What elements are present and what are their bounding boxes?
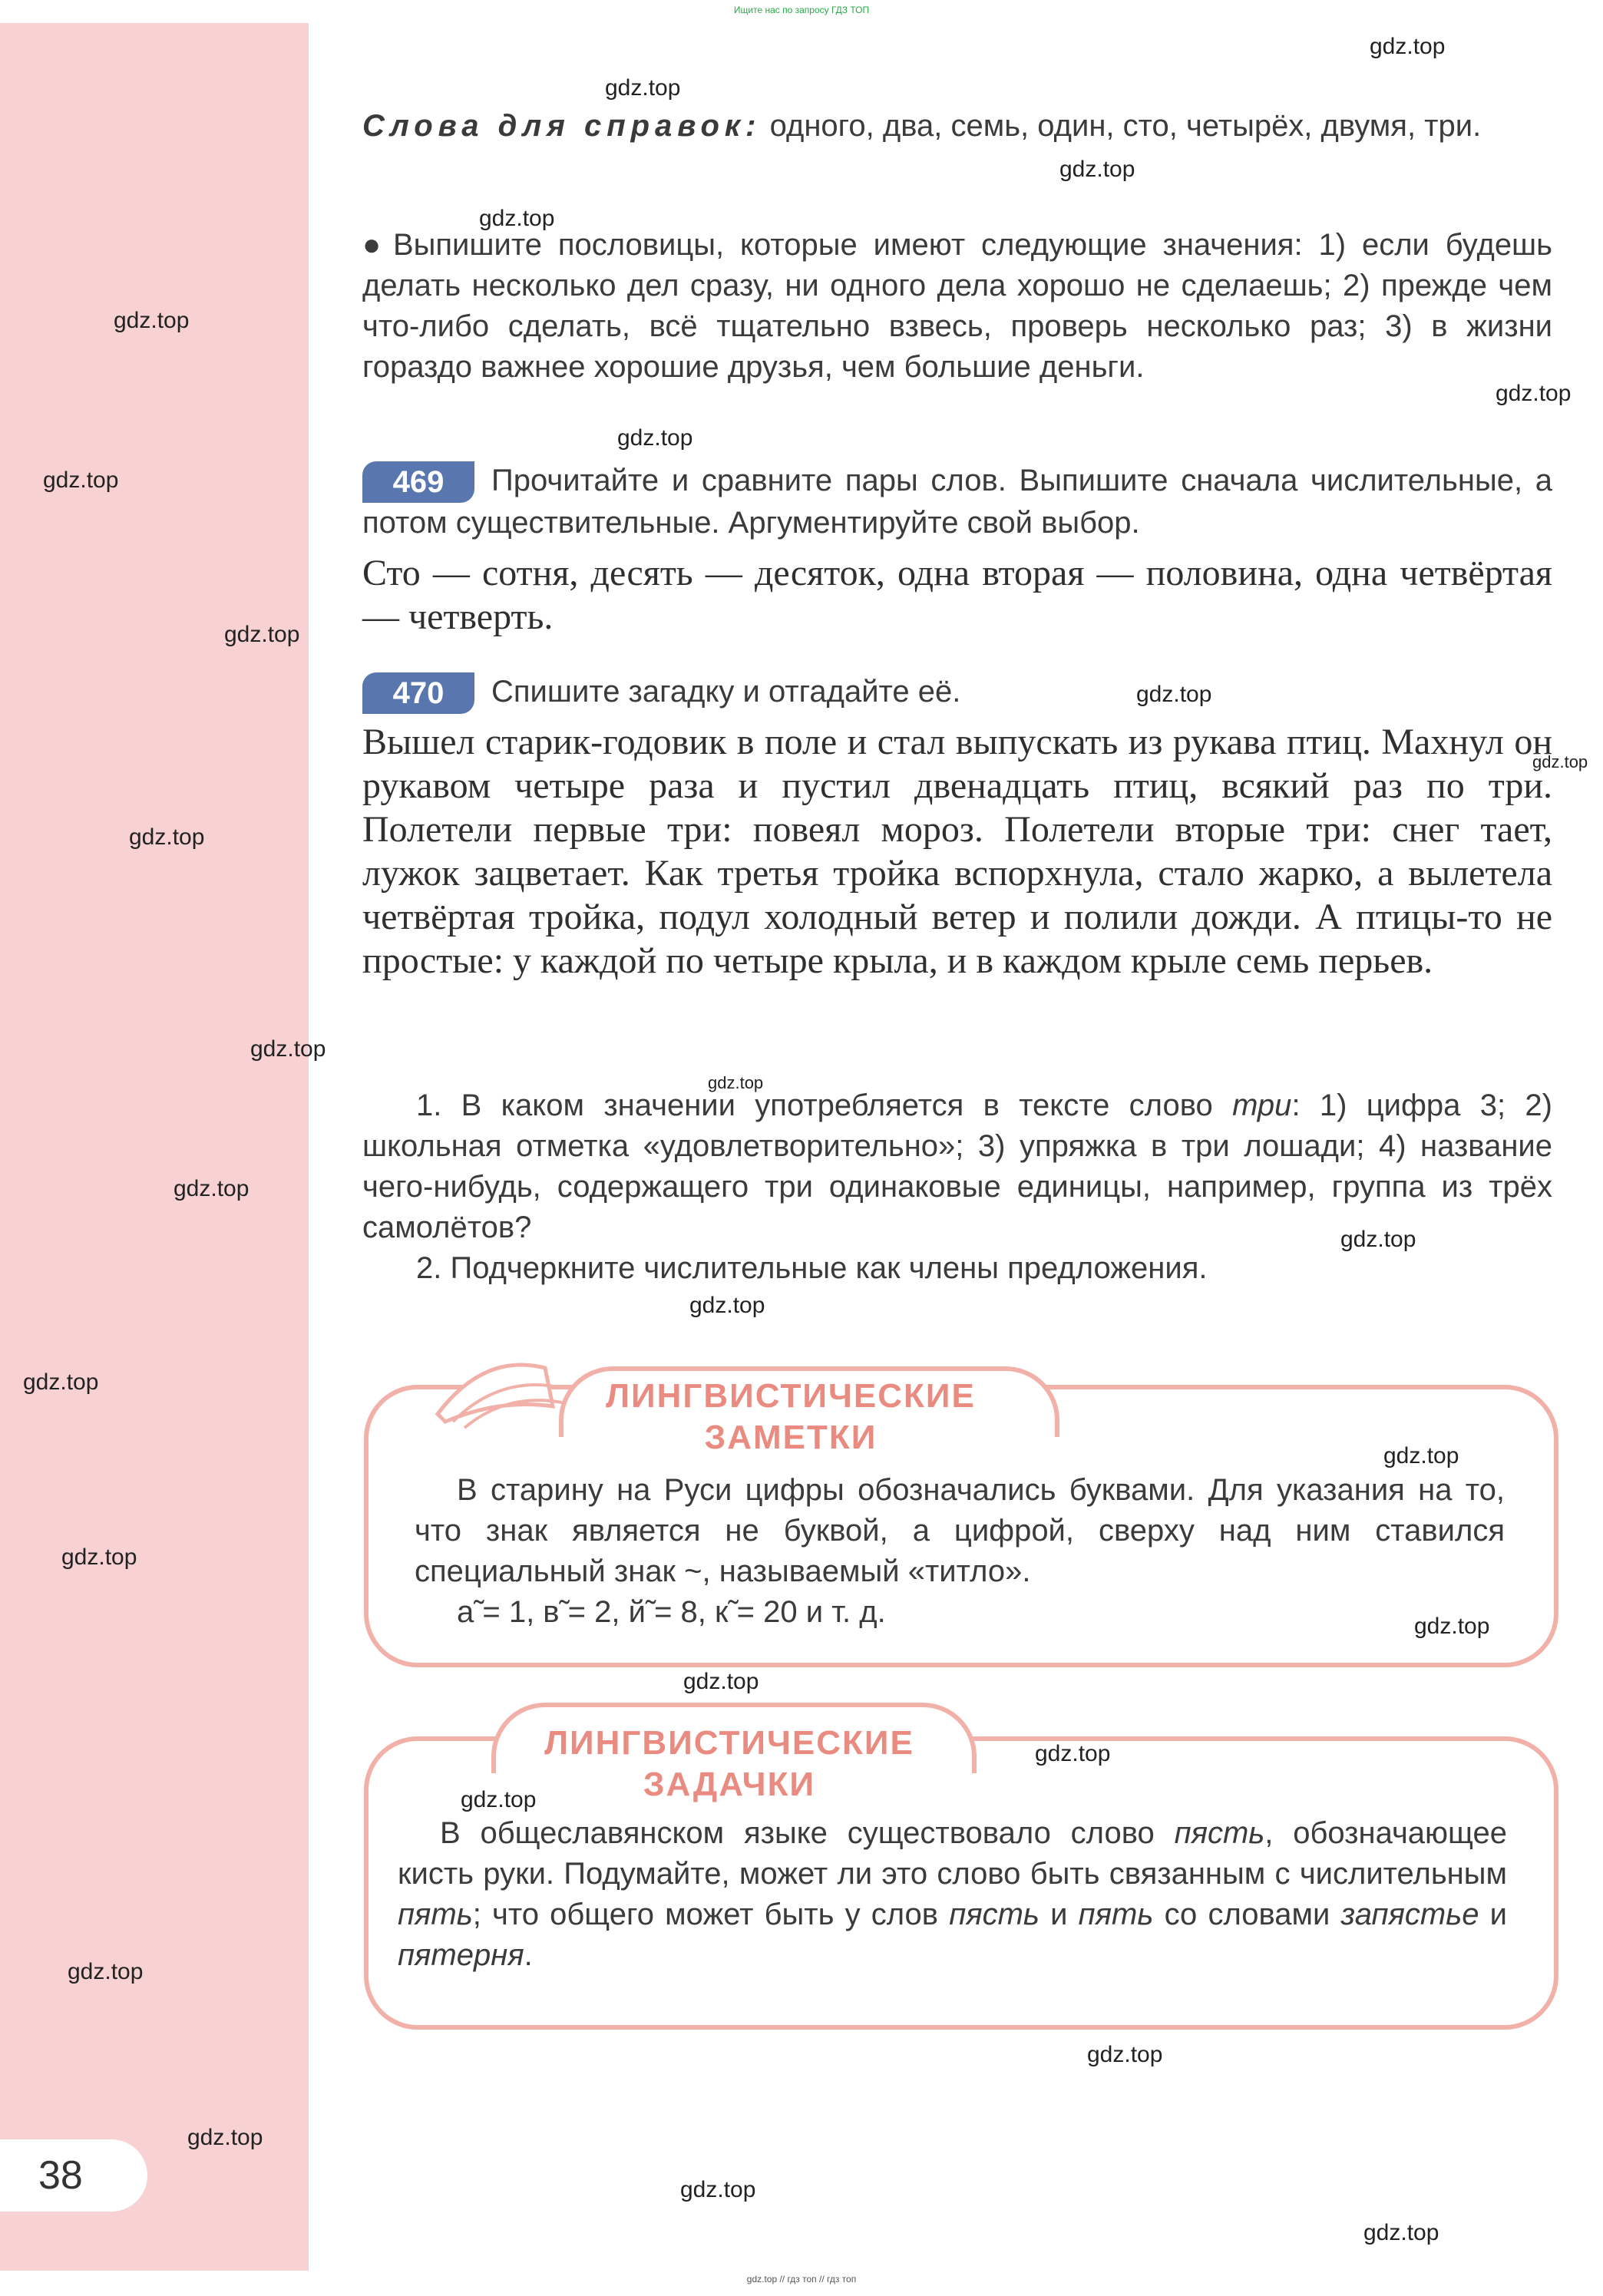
book-pages-icon	[430, 1345, 568, 1429]
task-470-questions	[362, 1085, 1552, 1289]
watermark: gdz.top	[617, 425, 693, 451]
watermark: gdz.top	[1414, 1614, 1490, 1639]
titlo-examples: а̃ = 1, в̃ = 2, й̃ = 8, к̃ = 20 и т. д.	[457, 1595, 886, 1629]
watermark: gdz.top	[23, 1369, 99, 1395]
bullet-task	[362, 225, 1552, 388]
watermark: gdz.top	[689, 1293, 765, 1318]
watermark: gdz.top	[461, 1787, 537, 1812]
watermark: gdz.top	[114, 308, 190, 333]
page-margin-strip	[0, 23, 309, 2271]
watermark: gdz.top	[1532, 752, 1588, 771]
reference-words-text: одного, два, семь, один, сто, четырёх, двумя, три.	[769, 109, 1482, 143]
watermark: gdz.top	[1136, 682, 1212, 707]
watermark: gdz.top	[1363, 2220, 1439, 2245]
header-note: Ищите нас по запросу ГДЗ ТОП	[733, 5, 870, 15]
question-2: 2. Подчеркните числительные как члены предложения.	[416, 1251, 1208, 1285]
watermark: gdz.top	[1059, 157, 1135, 182]
watermark: gdz.top	[1370, 34, 1446, 59]
watermark: gdz.top	[1087, 2042, 1163, 2067]
task-469	[362, 461, 1552, 543]
question-1: 1. В каком значении употребляется в тексте слово три: 1) цифра 3; 2) школьная отметка «удовлетворительно»; 3) упряжка в три лошади; 4) название чего-нибудь, содержащего три одинаковые единицы, например, группа из трёх самолётов?	[362, 1089, 1552, 1244]
watermark: gdz.top	[68, 1959, 144, 1984]
riddle-text: Вышел старик-годовик в поле и стал выпускать из рукава птиц. Махнул он рукавом четыре раза и пустил двенадцать птиц, всякий раз по три. Полетели первые три: повеял мороз. Полетели вторые три: снег тает, лужок зацветает. Как третья тройка вспорхнула, стало жарко, а вылетела четвёртая тройка, подул холодный ветер и полили дожди. А птицы-то не простые: у каждой по четыре крыла, и в каждом крыле семь перьев.	[362, 722, 1552, 981]
watermark: gdz.top	[683, 1669, 759, 1694]
task-469-words: Сто — сотня, десять — десяток, одна вторая — половина, одна четвёртая — четверть.	[362, 553, 1552, 637]
watermark: gdz.top	[605, 75, 681, 101]
reference-words-label: Слова для справок:	[362, 109, 762, 143]
watermark: gdz.top	[680, 2177, 756, 2202]
watermark: gdz.top	[1035, 1741, 1111, 1766]
emphasized-word: три	[1232, 1089, 1292, 1122]
watermark: gdz.top	[224, 622, 300, 647]
watermark: gdz.top	[1340, 1227, 1416, 1252]
bullet-task-text: Выпишите пословицы, которые имеют следующие значения: 1) если будешь делать несколько дел сразу, ни одного дела хорошо не сделаешь; 2) прежде чем что-либо сделать, всё тщательно взвесь, проверь несколько раз; 3) в жизни гораздо важнее хорошие друзья, чем большие деньги.	[362, 228, 1552, 384]
watermark: gdz.top	[479, 206, 555, 231]
watermark: gdz.top	[129, 824, 205, 850]
bullet-icon: ●	[362, 228, 388, 262]
watermark: gdz.top	[61, 1544, 137, 1570]
linguistic-notes-title: ЛИНГВИСТИЧЕСКИЕ ЗАМЕТКИ	[606, 1377, 976, 1456]
reference-words	[362, 106, 1552, 147]
footer-note: gdz.top // гдз топ // гдз топ	[746, 2274, 857, 2284]
linguistic-notes-text: В старину на Руси цифры обозначались буквами. Для указания на то, что знак является не буквой, а цифрой, сверху над ним ставился специальный знак ~, называемый «титло». а̃ = 1, в̃ = 2, й̃ = 8, к̃ = 20 и т. д.	[415, 1470, 1505, 1633]
task-number-badge: 469	[362, 461, 474, 503]
watermark: gdz.top	[708, 1073, 764, 1092]
watermark: gdz.top	[43, 467, 119, 493]
task-instruction: Прочитайте и сравните пары слов. Выпишите сначала числительные, а потом существительные. Аргументируйте свой выбор.	[362, 464, 1552, 540]
watermark: gdz.top	[174, 1176, 250, 1201]
watermark: gdz.top	[1383, 1443, 1459, 1468]
linguistic-tasks-title: ЛИНГВИСТИЧЕСКИЕ ЗАДАЧКИ	[544, 1724, 914, 1803]
task-number-badge: 470	[362, 672, 474, 714]
task-470	[362, 672, 1552, 714]
watermark: gdz.top	[1496, 381, 1572, 406]
linguistic-tasks-text: В общеславянском языке существовало слово пясть, обозначающее кисть руки. Подумайте, может ли это слово быть связанным с числительным пять; что общего может быть у слов пясть и пять со словами запястье и пятерня.	[398, 1816, 1507, 1972]
page-number: 38	[38, 2153, 83, 2198]
watermark: gdz.top	[187, 2125, 263, 2150]
task-instruction: Спишите загадку и отгадайте её.	[491, 675, 961, 709]
watermark: gdz.top	[250, 1036, 326, 1062]
